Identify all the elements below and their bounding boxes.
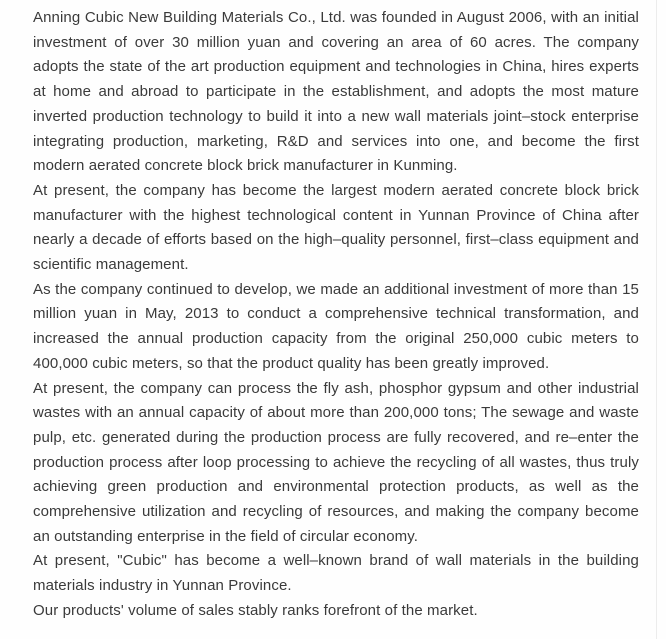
article-text (33, 6, 639, 624)
page-edge-divider (656, 0, 657, 639)
paragraph-investment-2013: As the company continued to develop, we made an additional investment of more than 15 million yuan in May, 2013 to conduct a comprehensive technical transformation, and increased the annual production capacity from the original 250,000 cubic meters to 400,000 cubic meters, so that the product quality has been greatly improved. (33, 280, 639, 372)
paragraph-market-position: At present, the company has become the largest modern aerated concrete block brick manufacturer with the highest technological content in Yunnan Province of China after nearly a decade of efforts based on the high–quality personnel, first–class equipment and scientific management. (33, 181, 639, 274)
paragraph-founding: Anning Cubic New Building Materials Co., Ltd. was founded in August 2006, with an initial investment of over 30 million yuan and covering an area of 60 acres. The company adopts the state of the art production equipment and technologies in China, hires experts at home and abroad to participate in the establishment, and adopts the most mature inverted production technology to build it into a new wall materials joint–stock enterprise integrating production, marketing, R&D and services into one, and become the first modern aerated concrete block brick manufacturer in Kunming. (33, 9, 639, 175)
paragraph-sales: Our products' volume of sales stably ranks forefront of the market. (33, 601, 478, 619)
paragraph-recycling: At present, the company can process the fly ash, phosphor gypsum and other industrial wastes with an annual capacity of about more than 200,000 tons; The sewage and waste pulp, etc. generated during the production process are fully recovered, and re–enter the production process after loop processing to achieve the recycling of all wastes, thus truly achieving green production and environmental protection products, as well as the comprehensive utilization and recycling of resources, and making the company become an outstanding enterprise in the field of circular economy. (33, 379, 639, 545)
paragraph-brand: At present, "Cubic" has become a well–known brand of wall materials in the building materials industry in Yunnan Province. (33, 552, 639, 595)
